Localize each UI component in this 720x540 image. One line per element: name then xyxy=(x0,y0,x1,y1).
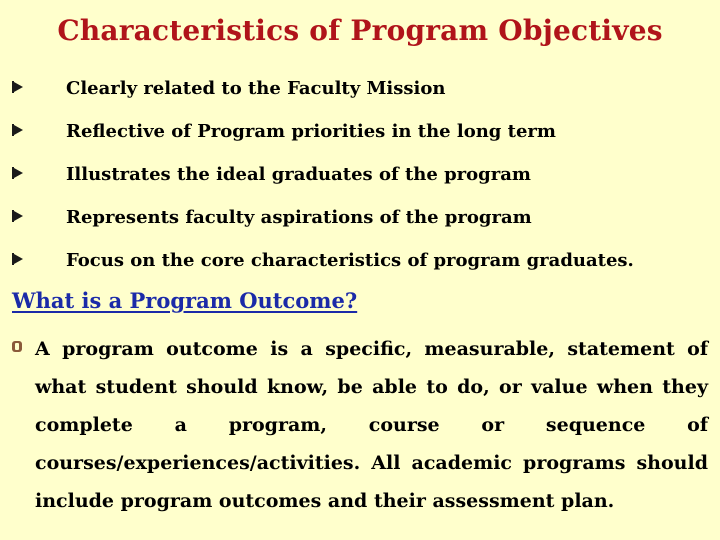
list-item xyxy=(0,201,720,231)
scroll-bullet-icon xyxy=(12,341,22,352)
list-item xyxy=(0,158,720,188)
slide-title: Characteristics of Program Objectives xyxy=(57,14,663,47)
list-item xyxy=(0,244,720,274)
paragraph-line: what student should know, be able to do, or value when they xyxy=(35,376,708,398)
paragraph-line: A program outcome is a specific, measurable, statement of xyxy=(35,338,708,360)
paragraph-line: include program outcomes and their assessment plan. xyxy=(35,490,615,512)
list-item xyxy=(0,72,720,102)
arrow-bullet-icon xyxy=(14,211,23,221)
list-item-text: Clearly related to the Faculty Mission xyxy=(66,78,446,99)
list-item xyxy=(0,115,720,145)
arrow-bullet-icon xyxy=(14,125,23,135)
paragraph-line: courses/experiences/activities. All academic programs should xyxy=(35,452,708,474)
paragraph-line: complete a program, course or sequence of xyxy=(35,414,708,436)
list-item-text: Focus on the core characteristics of program graduates. xyxy=(66,250,634,271)
list-item-text: Reflective of Program priorities in the long term xyxy=(66,121,556,142)
section-heading: What is a Program Outcome? xyxy=(12,288,358,313)
list-item-text: Represents faculty aspirations of the program xyxy=(66,207,532,228)
arrow-bullet-icon xyxy=(14,254,23,264)
arrow-bullet-icon xyxy=(14,82,23,92)
arrow-bullet-icon xyxy=(14,168,23,178)
list-item-text: Illustrates the ideal graduates of the program xyxy=(66,164,531,185)
